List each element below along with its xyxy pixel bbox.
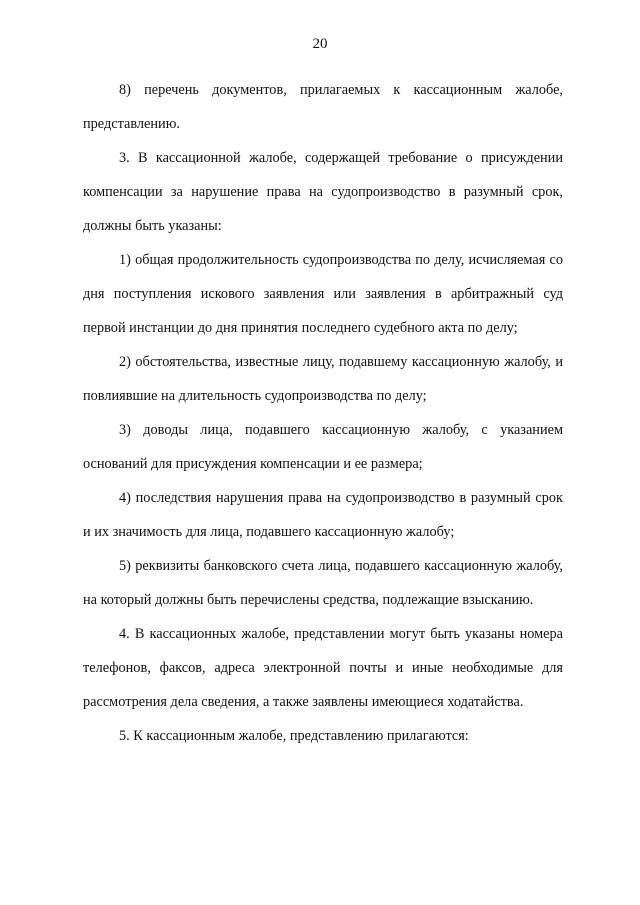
paragraph-item-5-bank-details: 5) реквизиты банковского счета лица, подавшего кассационную жалобу, на который должны быть перечислены средства, подлежащие взысканию. — [83, 558, 563, 608]
paragraph-section-5-attachments: 5. К кассационным жалобе, представлению прилагаются: — [119, 728, 469, 744]
paragraph-item-1-duration: 1) общая продолжительность судопроизводства по делу, исчисляемая со дня поступления искового заявления или заявления в арбитражный суд первой инстанции до дня принятия последнего судебного акта по делу; — [83, 252, 563, 336]
paragraph-item-8-documents-list: 8) перечень документов, прилагаемых к кассационным жалобе, представлению. — [83, 82, 563, 132]
paragraph-item-2-circumstances: 2) обстоятельства, известные лицу, подавшему кассационную жалобу, и повлиявшие на длительность судопроизводства по делу; — [83, 354, 563, 404]
paragraph-section-4-contact-details: 4. В кассационных жалобе, представлении могут быть указаны номера телефонов, факсов, адреса электронной почты и иные необходимые для рассмотрения дела сведения, а также заявлены имеющиеся ходатайства. — [83, 626, 563, 710]
page-number: 20 — [312, 36, 328, 52]
paragraph-item-4-consequences: 4) последствия нарушения права на судопроизводство в разумный срок и их значимость для лица, подавшего кассационную жалобу; — [83, 490, 563, 540]
paragraph-section-3-compensation-claim: 3. В кассационной жалобе, содержащей требование о присуждении компенсации за нарушение права на судопроизводство в разумный срок, должны быть указаны: — [83, 150, 563, 234]
document-body — [83, 73, 563, 753]
paragraph-item-3-arguments: 3) доводы лица, подавшего кассационную жалобу, с указанием оснований для присуждения компенсации и ее размера; — [83, 422, 563, 472]
